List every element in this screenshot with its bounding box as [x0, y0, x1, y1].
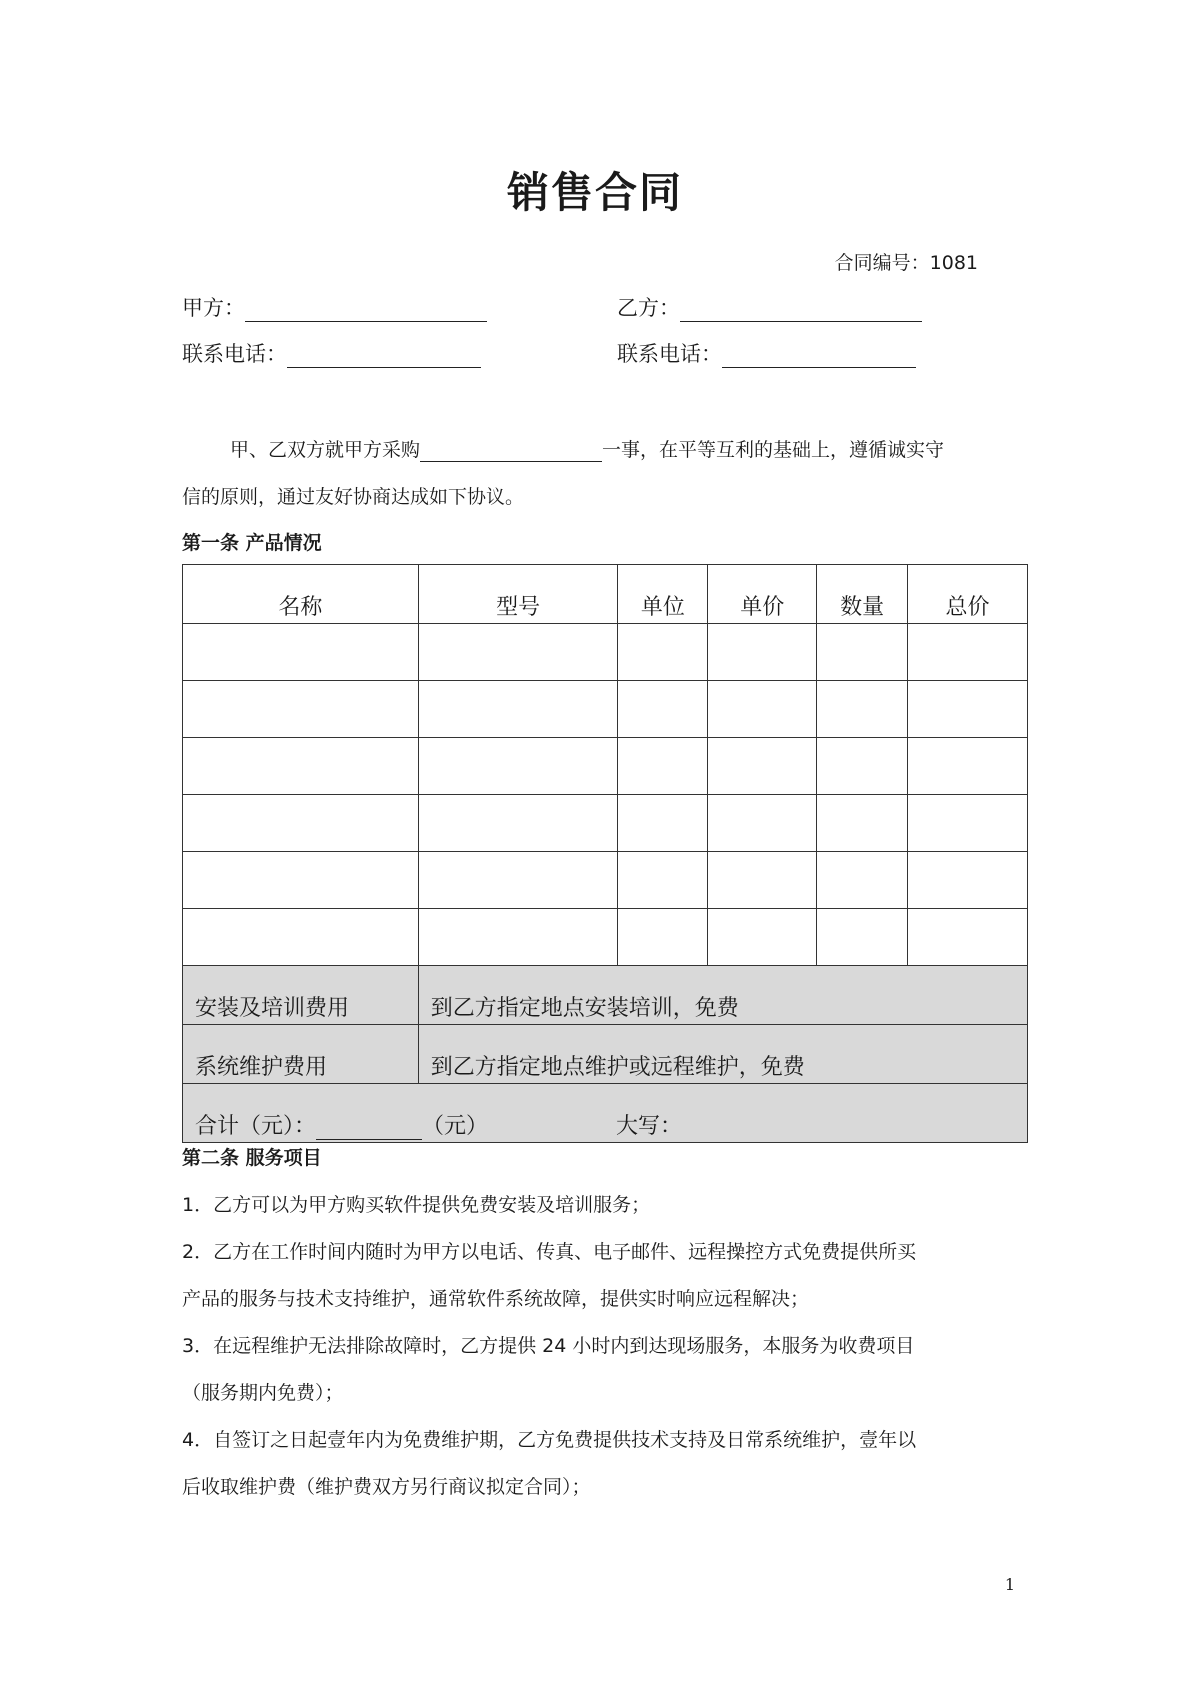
intro-line-2: 信的原则，通过友好协商达成如下协议。 [182, 486, 525, 508]
total-cell [183, 1084, 1028, 1143]
column-header-name: 名称 [183, 565, 419, 624]
table-cell[interactable] [708, 681, 817, 738]
party-a-field [182, 292, 487, 322]
product-table [182, 564, 1028, 1143]
contract-number: 合同编号：1081 [834, 252, 978, 274]
purchase-item-blank[interactable] [420, 443, 602, 462]
table-header-row [183, 565, 1028, 624]
intro-line-1 [230, 435, 944, 462]
total-unit: （元） [422, 1114, 489, 1139]
party-a-label: 甲方： [182, 296, 245, 320]
column-header-unit-price: 单价 [708, 565, 817, 624]
service-item-4-cont: 后收取维护费（维护费双方另行商议拟定合同）； [182, 1476, 591, 1498]
document-title: 销售合同 [506, 168, 683, 217]
maintenance-fee-row [183, 1025, 1028, 1084]
party-b-blank[interactable] [680, 301, 922, 322]
total-amount-blank[interactable] [316, 1121, 422, 1140]
table-cell[interactable] [183, 681, 419, 738]
party-b-phone-field [617, 338, 916, 368]
table-cell[interactable] [618, 624, 708, 681]
table-cell[interactable] [817, 795, 908, 852]
table-cell[interactable] [183, 909, 419, 966]
table-cell[interactable] [618, 681, 708, 738]
table-row [183, 909, 1028, 966]
party-b-phone-blank[interactable] [722, 347, 916, 368]
page-number: 1 [1004, 1575, 1015, 1594]
table-cell[interactable] [183, 624, 419, 681]
table-cell[interactable] [708, 909, 817, 966]
party-b-label: 乙方： [617, 296, 680, 320]
table-row [183, 852, 1028, 909]
table-cell[interactable] [618, 909, 708, 966]
service-item-3-cont: （服务期内免费）； [182, 1382, 344, 1404]
total-row [183, 1084, 1028, 1143]
table-cell[interactable] [908, 738, 1028, 795]
intro-text-2: 一事，在平等互利的基础上，遵循诚实守 [602, 439, 945, 461]
service-item-4: 4．自签订之日起壹年内为免费维护期，乙方免费提供技术支持及日常系统维护，壹年以 [182, 1429, 917, 1451]
table-cell[interactable] [418, 852, 618, 909]
table-cell[interactable] [708, 624, 817, 681]
table-cell[interactable] [618, 795, 708, 852]
table-cell[interactable] [908, 681, 1028, 738]
party-b-phone-label: 联系电话： [617, 342, 722, 366]
intro-text-1: 甲、乙双方就甲方采购 [230, 439, 421, 461]
total-capital-label: 大写： [616, 1114, 683, 1139]
maintenance-fee-value: 到乙方指定地点维护或远程维护，免费 [418, 1025, 1027, 1084]
table-cell[interactable] [908, 852, 1028, 909]
install-fee-row [183, 966, 1028, 1025]
table-cell[interactable] [708, 852, 817, 909]
maintenance-fee-label: 系统维护费用 [183, 1025, 419, 1084]
table-cell[interactable] [618, 852, 708, 909]
table-cell[interactable] [908, 795, 1028, 852]
party-a-phone-label: 联系电话： [182, 342, 287, 366]
table-cell[interactable] [817, 738, 908, 795]
table-cell[interactable] [418, 795, 618, 852]
column-header-unit: 单位 [618, 565, 708, 624]
table-cell[interactable] [817, 909, 908, 966]
table-cell[interactable] [817, 624, 908, 681]
table-cell[interactable] [618, 738, 708, 795]
table-cell[interactable] [708, 738, 817, 795]
table-row [183, 624, 1028, 681]
column-header-quantity: 数量 [817, 565, 908, 624]
table-cell[interactable] [708, 795, 817, 852]
table-cell[interactable] [418, 624, 618, 681]
table-cell[interactable] [418, 681, 618, 738]
install-fee-label: 安装及培训费用 [183, 966, 419, 1025]
table-cell[interactable] [183, 795, 419, 852]
article-1-heading: 第一条 产品情况 [182, 532, 322, 554]
table-cell[interactable] [183, 852, 419, 909]
column-header-model: 型号 [418, 565, 618, 624]
table-cell[interactable] [418, 738, 618, 795]
table-row [183, 795, 1028, 852]
table-cell[interactable] [183, 738, 419, 795]
table-cell[interactable] [817, 681, 908, 738]
article-2-heading: 第二条 服务项目 [182, 1147, 322, 1169]
table-cell[interactable] [908, 624, 1028, 681]
table-cell[interactable] [908, 909, 1028, 966]
service-item-2-cont: 产品的服务与技术支持维护，通常软件系统故障，提供实时响应远程解决； [182, 1288, 810, 1310]
table-cell[interactable] [817, 852, 908, 909]
service-item-3: 3．在远程维护无法排除故障时，乙方提供 24 小时内到达现场服务，本服务为收费项目 [182, 1335, 915, 1357]
table-row [183, 681, 1028, 738]
total-label: 合计（元）： [195, 1114, 317, 1139]
party-a-blank[interactable] [245, 301, 487, 322]
table-cell[interactable] [418, 909, 618, 966]
party-b-field [617, 292, 922, 322]
service-item-2: 2．乙方在工作时间内随时为甲方以电话、传真、电子邮件、远程操控方式免费提供所买 [182, 1241, 917, 1263]
column-header-total-price: 总价 [908, 565, 1028, 624]
party-a-phone-blank[interactable] [287, 347, 481, 368]
install-fee-value: 到乙方指定地点安装培训，免费 [418, 966, 1027, 1025]
service-item-1: 1．乙方可以为甲方购买软件提供免费安装及培训服务； [182, 1194, 651, 1216]
table-row [183, 738, 1028, 795]
party-a-phone-field [182, 338, 481, 368]
